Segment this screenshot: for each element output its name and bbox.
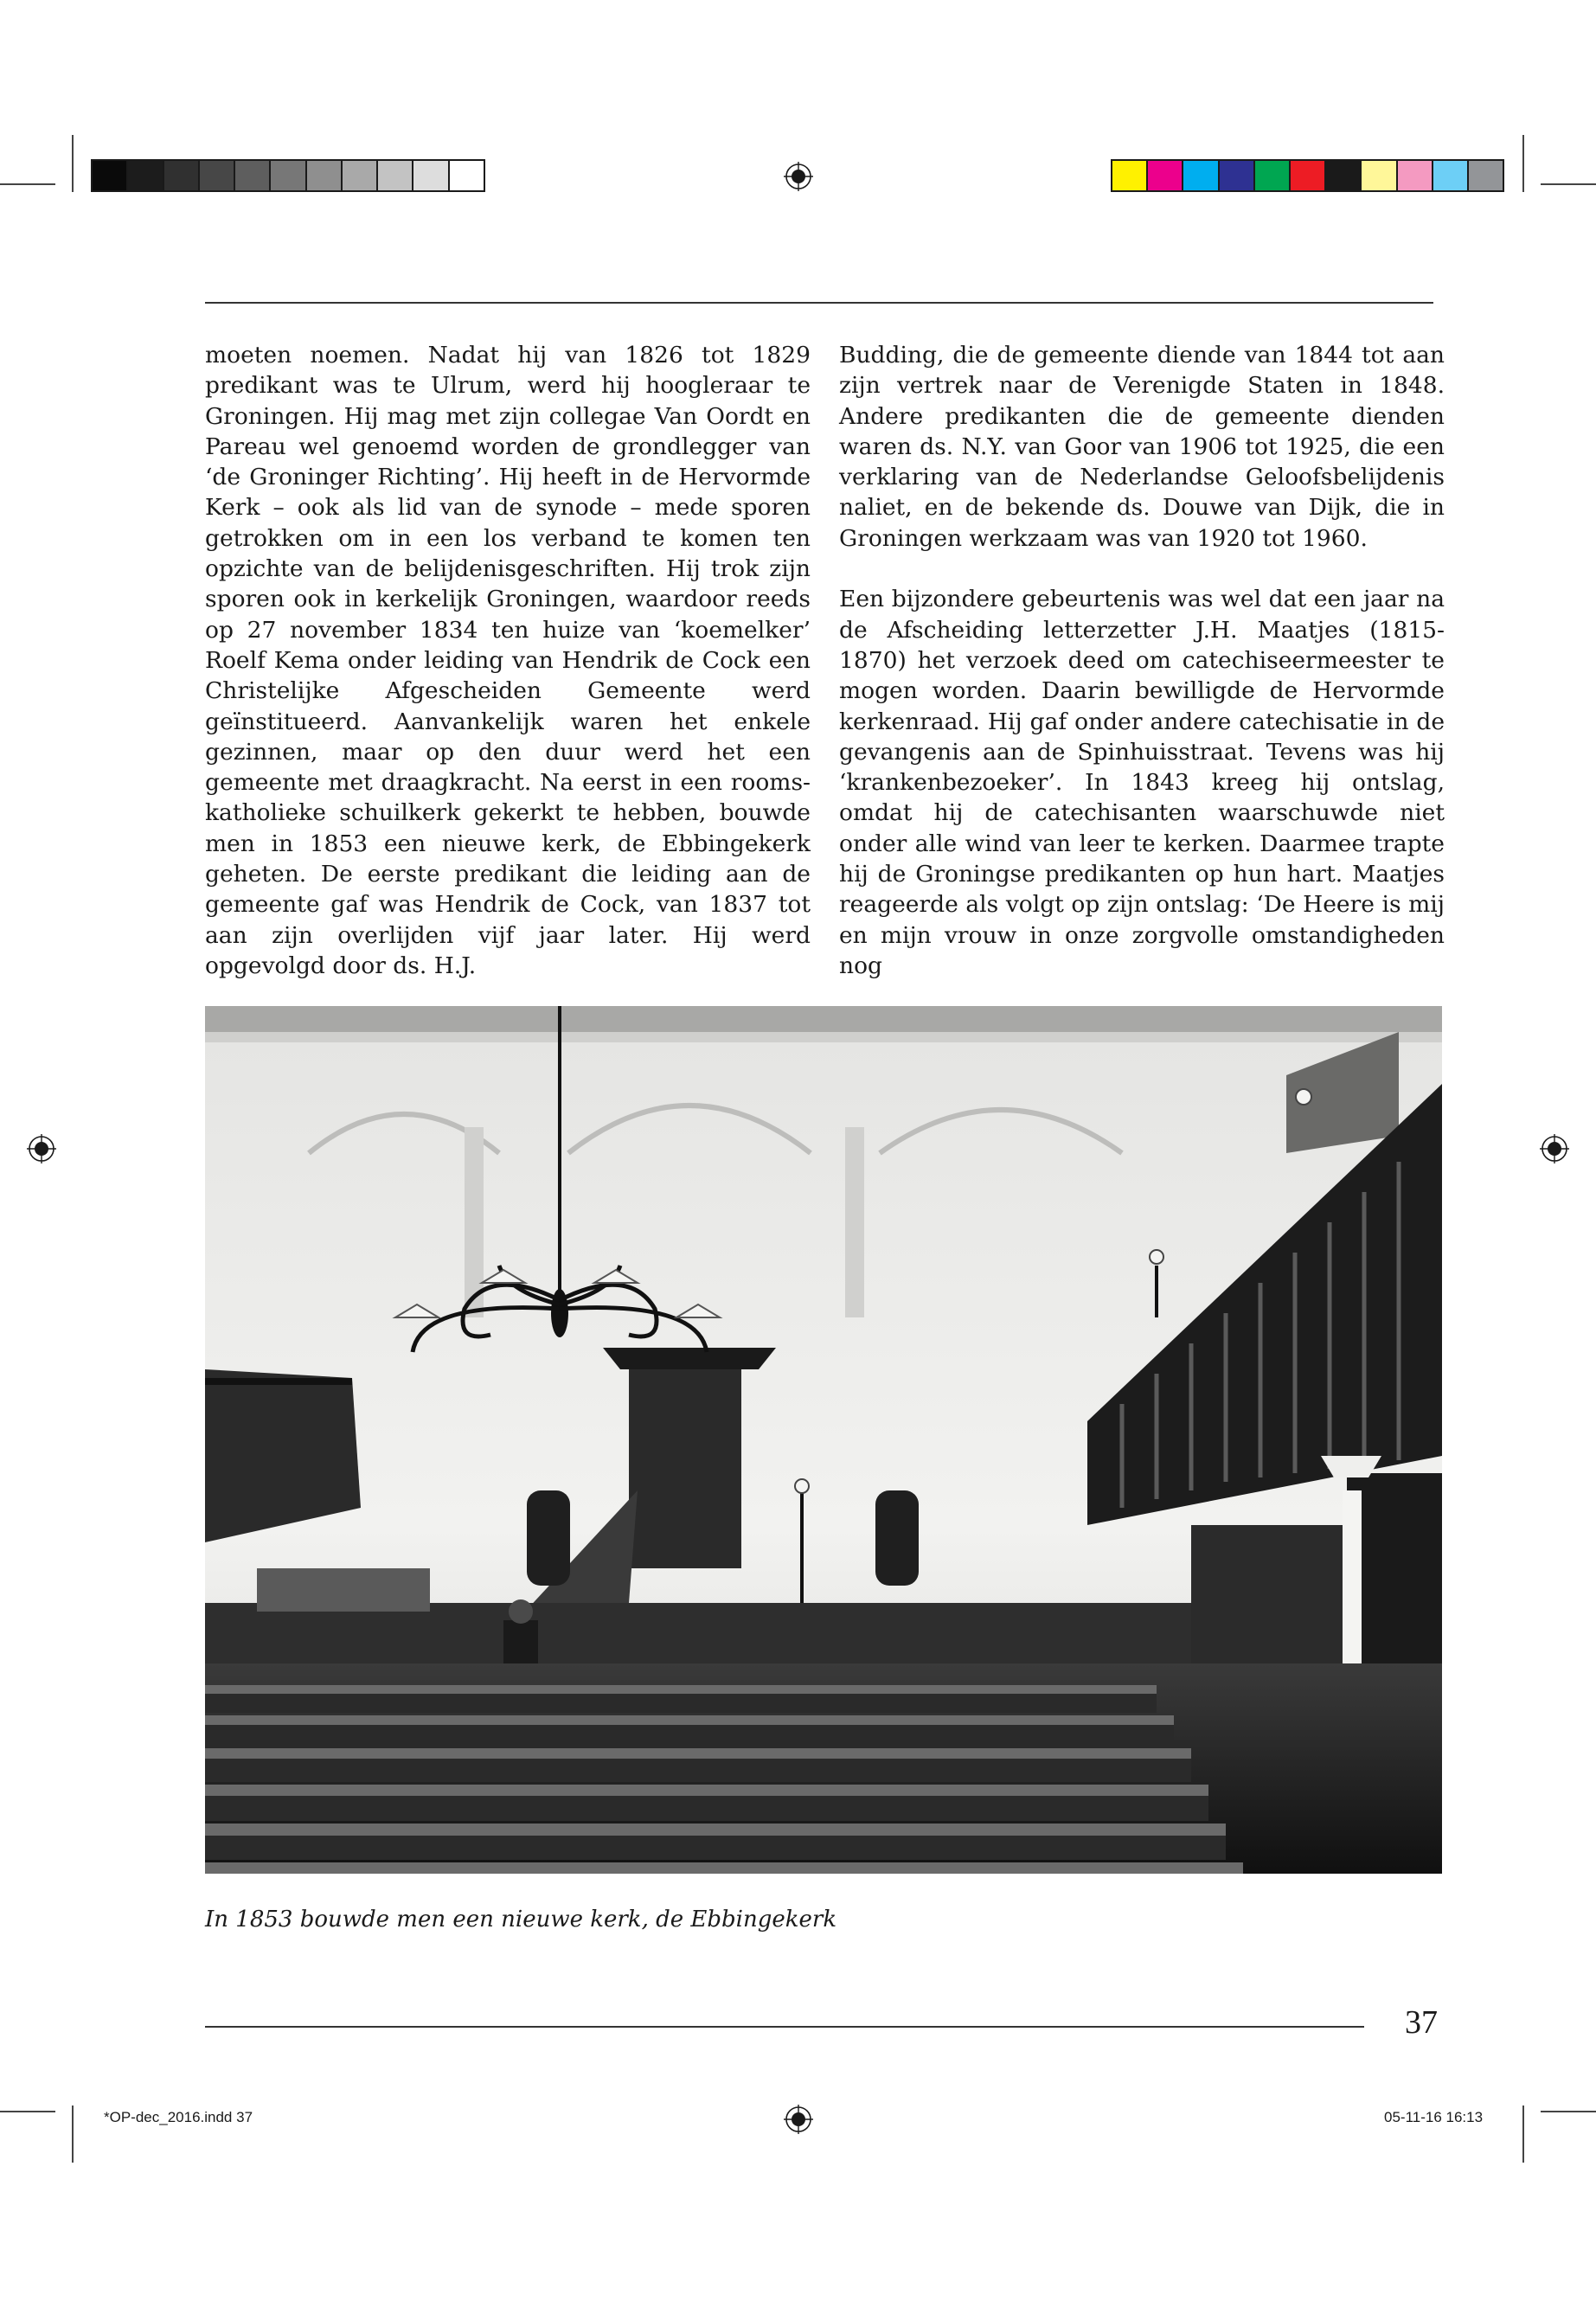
photo-caption: In 1853 bouwde men een nieuwe kerk, de Ebbingekerk <box>205 1907 837 1932</box>
crop-mark <box>72 2106 74 2163</box>
grayscale-swatch <box>307 161 343 190</box>
crop-mark <box>1541 183 1596 185</box>
color-swatch <box>1433 161 1469 190</box>
slug-date: 05-11-16 16:13 <box>1384 2109 1484 2125</box>
slug-filename: *OP-dec_2016.indd 37 <box>104 2109 253 2125</box>
color-swatch <box>1220 161 1255 190</box>
crop-mark <box>72 135 74 192</box>
grayscale-swatch <box>200 161 235 190</box>
grayscale-swatch <box>93 161 128 190</box>
registration-mark-icon <box>784 162 813 191</box>
color-swatch <box>1291 161 1326 190</box>
text-column-right <box>839 340 1445 981</box>
grayscale-swatch <box>450 161 484 190</box>
registration-mark-icon <box>1540 1134 1569 1163</box>
paragraph: Budding, die de gemeente diende van 1844 tot aan zijn vertrek naar de Verenigde Staten in 1848. Andere predikanten die de gemeente dienden waren ds. N.Y. van Goor van 1906 tot 1925, die een verklaring van de Nederlandse Geloofsbelijdenis naliet, en de bekende ds. Douwe van Dijk, die in Groningen werkzaam was van 1920 tot 1960. <box>839 342 1445 552</box>
registration-mark-icon <box>784 2105 813 2134</box>
text-column-left <box>205 340 811 981</box>
grayscale-swatch <box>378 161 413 190</box>
crop-mark <box>1522 135 1524 192</box>
color-swatch <box>1148 161 1183 190</box>
color-swatch <box>1469 161 1503 190</box>
paragraph: moeten noemen. Nadat hij van 1826 tot 1829 predikant was te Ulrum, werd hij hoogleraar te Groningen. Hij mag met zijn collegae Van Oordt en Pareau wel genoemd worden de grondlegger van ‘de Groninger Richting’. Hij heeft in de Hervormde Kerk – ook als lid van de synode – mede sporen getrokken om in een los verband te komen ten opzichte van de belijdenisgeschriften. Hij trok zijn sporen ook in kerkelijk Groningen, waardoor reeds op 27 november 1834 ten huize van ‘koemelker’ Roelf Kema onder leiding van Hendrik de Cock een Christelijke Afgescheiden Gemeente werd geïnstitueerd. Aanvankelijk waren het enkele gezinnen, maar op den duur werd het een gemeente met draagkracht. Na eerst in een rooms-katholieke schuilkerk gekerkt te hebben, bouwde men in 1853 een nieuwe kerk, de Ebbingekerk geheten. De eerste predikant die leiding aan de gemeente gaf was Hendrik de Cock, van 1837 tot aan zijn overlijden vijf jaar later. Hij werd opgevolgd door ds. H.J. <box>205 342 811 979</box>
registration-mark-icon <box>27 1134 56 1163</box>
grayscale-swatch <box>271 161 306 190</box>
crop-mark <box>0 2111 55 2112</box>
church-interior-photo <box>205 1006 1442 1874</box>
grayscale-swatch-strip <box>91 159 485 192</box>
color-swatch <box>1362 161 1397 190</box>
color-swatch <box>1326 161 1362 190</box>
color-swatch <box>1398 161 1433 190</box>
crop-mark <box>1541 2111 1596 2112</box>
paragraph: Een bijzondere gebeurtenis was wel dat een jaar na de Afscheiding letterzetter J.H. Maatjes (1815-1870) het verzoek deed om catechiseermeester te mogen worden. Daarin bewilligde de Hervormde kerkenraad. Hij gaf onder andere catechisatie in de gevangenis aan de Spinhuisstraat. Tevens was hij ‘krankenbezoeker’. In 1843 kreeg hij ontslag, omdat hij de catechisanten waarschuwde niet onder alle wind van leer te kerken. Daarmee trapte hij de Groningse predikanten op hun hart. Maatjes reageerde als volgt op zijn ontslag: ‘De Heere is mij en mijn vrouw in onze zorgvolle omstandigheden nog <box>839 586 1445 979</box>
color-swatch <box>1255 161 1291 190</box>
crop-mark <box>0 183 55 185</box>
color-swatch-strip <box>1111 159 1504 192</box>
color-swatch <box>1183 161 1219 190</box>
color-swatch <box>1112 161 1148 190</box>
footer-rule <box>205 2026 1364 2028</box>
grayscale-swatch <box>343 161 378 190</box>
crop-mark <box>1522 2106 1524 2163</box>
header-rule <box>205 302 1433 304</box>
grayscale-swatch <box>164 161 200 190</box>
grayscale-swatch <box>128 161 163 190</box>
grayscale-swatch <box>235 161 271 190</box>
page-number: 37 <box>1405 2004 1438 2041</box>
grayscale-swatch <box>413 161 449 190</box>
